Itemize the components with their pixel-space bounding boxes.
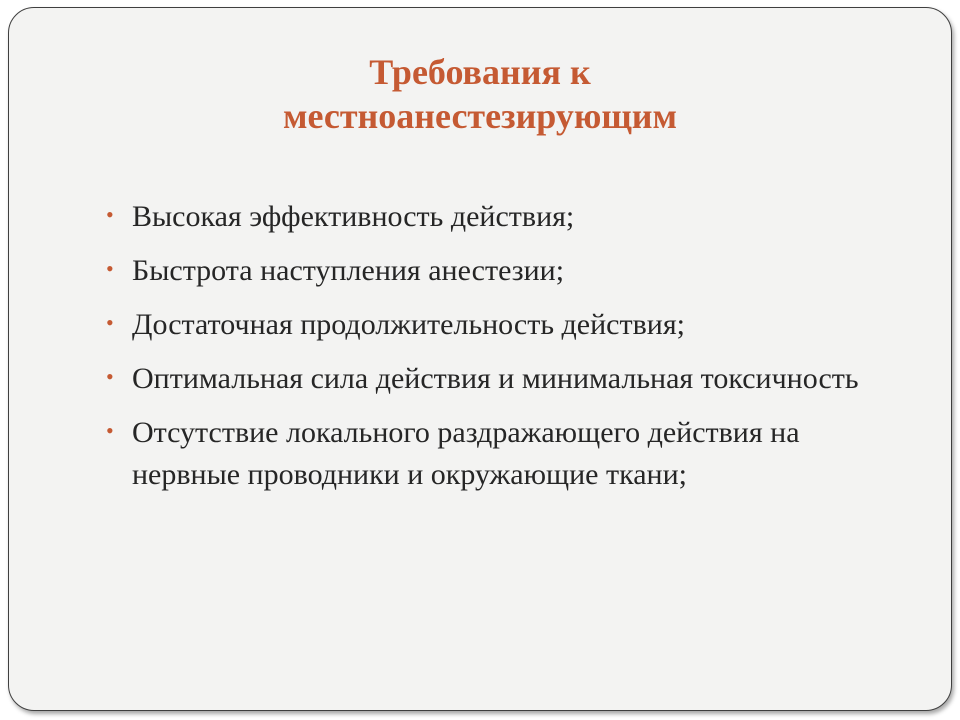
bullet-item [106,358,866,400]
bullet-dot-icon: • [106,202,114,227]
slide-title: Требования к местноанестезирующим [282,52,678,136]
bullet-text: Отсутствие локального раздражающего действия на нервные проводники и окружающие ткани; [132,416,800,491]
bullet-text: Достаточная продолжительность действия; [132,308,685,341]
bullet-text: Оптимальная сила действия и минимальная токсичность [132,362,859,395]
bullet-dot-icon: • [106,418,114,443]
bullet-list [106,196,866,508]
bullet-dot-icon: • [106,364,114,389]
bullet-item [106,304,866,346]
bullet-dot-icon: • [106,310,114,335]
bullet-item [106,412,866,496]
bullet-text: Быстрота наступления анестезии; [132,254,565,287]
bullet-text: Высокая эффективность действия; [132,200,575,233]
bullet-item [106,196,866,238]
bullet-item [106,250,866,292]
bullet-dot-icon: • [106,256,114,281]
